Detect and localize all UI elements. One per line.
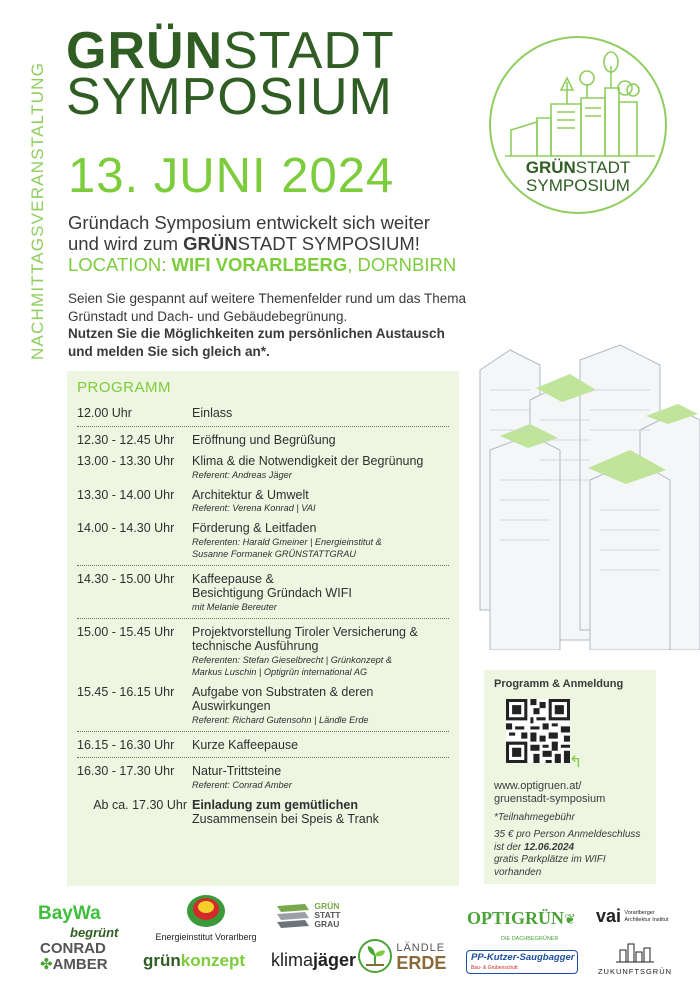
optigruen-sub: DIE DACHBEGRÜNER [501,936,559,942]
topic-text: Kurze Kaffeepause [192,737,299,752]
info-line2-pre: ist der [494,841,525,853]
program-row [77,484,449,518]
topic-text: Projektvorstellung Tiroler Versicherung & [192,624,418,639]
location-bold: WIFI VORARLBERG [171,254,348,275]
info-line4: vorhanden [494,866,542,878]
program-row [77,760,449,794]
intro-line2-post: STADT SYMPOSIUM! [237,233,420,254]
sprout-icon [357,938,393,974]
conrad-line2 [40,957,108,973]
registration-panel [484,670,656,884]
program-time: Ab ca. 17.30 Uhr [93,797,187,812]
divider [77,426,449,427]
program-time: 12.30 - 12.45 Uhr [77,432,175,447]
program-topic [192,572,352,613]
qr-code-icon[interactable] [506,699,570,763]
program-time: 16.15 - 16.30 Uhr [77,737,175,752]
intro-line2-bold: GRÜN [183,233,238,254]
energieinstitut-emblem-icon [185,893,227,929]
program-row [77,402,449,424]
location-pre: LOCATION: [68,254,172,275]
program-time: 14.30 - 15.00 Uhr [77,571,175,586]
program-time: 13.30 - 14.00 Uhr [77,487,175,502]
program-topic [192,433,336,448]
topic-text: Klima & die Notwendigkeit der Begrünung [192,454,424,468]
program-row [77,734,449,756]
description [68,290,478,360]
topic-text: Besichtigung Gründach WIFI [192,586,352,600]
program-row [77,429,449,451]
gruenstatt-line1: GRÜN [314,901,340,911]
conrad-amber-logo [40,941,108,973]
gruenkonzept-a: grün [143,951,181,970]
topic-text: Auswirkungen [192,699,271,713]
program-topic [192,521,382,560]
vai-sub1: Vorarlberger [624,909,655,916]
baywa-logo [38,903,118,940]
topic-text: Eröffnung und Begrüßung [192,432,336,447]
vai-text: vai [596,906,622,926]
topic-text: Einladung zum gemütlichen [192,797,358,812]
city-outline-icon [614,940,656,964]
klima-b: jäger [313,950,357,970]
speaker-text: Referenten: Stefan Gieselbrecht | Grünkonzept & [192,654,393,665]
speaker-text: Susanne Formanek GRÜNSTATTGRAU [192,548,357,559]
program-time: 12.00 Uhr [77,406,132,420]
energieinstitut-text: Energieinstitut Vorarlberg [155,932,257,942]
program-time: 16.30 - 17.30 Uhr [77,764,175,778]
klima-a: klima [271,950,314,970]
gruenkonzept-logo [143,951,245,971]
title-bold: GRÜN [66,22,224,80]
gruenstatt-line3: GRAU [314,919,340,929]
zukunftsgruen-text: ZUKUNFTSGRÜN [597,967,673,976]
url-line1[interactable]: www.optigruen.at/ [494,780,582,792]
desc-line3: Nutzen Sie die Möglichkeiten zum persönlichen Austausch [68,326,445,341]
gruenstatt-text [314,902,340,929]
program-row [77,794,449,830]
divider [77,565,449,566]
optigruen-text: OPTIGRÜN [467,908,565,928]
laendle-line2: ERDE [396,952,447,973]
program-row [77,517,449,563]
stacked-layers-icon [275,902,311,930]
registration-link[interactable] [494,780,646,806]
location-post: , DORNBIRN [347,254,457,275]
energieinstitut-logo [146,893,266,942]
program-time: 15.00 - 15.45 Uhr [77,624,175,639]
leaf-icon: ❦ [564,911,576,927]
baywa-sub: begrünt [70,925,119,940]
program-topic [192,406,232,421]
desc-line4: und melden Sie sich gleich an*. [68,343,270,359]
intro-line1: Gründach Symposium entwickelt sich weiter [68,212,430,233]
page-title [66,22,395,126]
symposium-logo [489,36,667,214]
laendle-line1: LÄNDLE [396,941,446,954]
klimajaeger-logo [271,950,356,971]
title-line2: SYMPOSIUM [66,68,393,126]
fee-info [494,829,646,879]
pp-kutzer-logo [466,950,578,974]
speaker-text: Referent: Richard Gutensohn | Ländle Erde [192,714,369,725]
info-line3: gratis Parkplätze im WIFI [494,854,606,865]
topic-text: Kaffeepause & [192,571,274,586]
speaker-text: Markus Luschin | Optigrün international AG [192,666,368,677]
vai-sub2: Architektur Institut [624,916,669,923]
intro-line2 [68,233,456,254]
gruenstattgrau-logo [275,902,340,930]
location-line [68,254,456,275]
maple-leaf-icon: ✤ [40,956,53,973]
speaker-text: Referenten: Harald Gmeiner | Energieinstitut & [192,536,382,547]
program-title: PROGRAMM [77,379,171,396]
topic-text: technische Ausführung [192,639,319,653]
divider [77,757,449,758]
arrow-icon: ↰ [569,754,583,771]
program-topic [192,454,423,481]
topic-text: Zusammensein bei Speis & Trank [192,812,379,826]
program-time: 13.00 - 13.30 Uhr [77,454,175,468]
gruenstatt-line2: STATT [314,910,341,920]
program-row [77,621,449,681]
program-time: 15.45 - 16.15 Uhr [77,684,175,699]
program-row [77,681,449,729]
program-time: 14.00 - 14.30 Uhr [77,521,175,535]
zukunftsgruen-logo [590,940,680,976]
program-row [77,568,449,616]
gruenkonzept-b: konzept [180,951,246,970]
topic-text: Förderung & Leitfaden [192,521,317,535]
speaker-text: Referent: Andreas Jäger [192,469,292,480]
program-topic [192,738,298,753]
laendle-erde-logo [357,938,446,974]
vertical-event-label: NACHMITTAGSVERANSTALTUNG [28,62,47,360]
topic-text: Einlass [192,406,233,420]
desc-line2: Grünstadt und Dach- und Gebäudebegrünung. [68,308,348,324]
program-row [77,450,449,484]
program-topic [192,764,292,791]
program-topic [192,798,379,827]
info-line1: 35 € pro Person Anmeldeschluss [494,829,641,840]
event-date: 13. JUNI 2024 [68,149,395,203]
conrad-line2-text: AMBER [52,956,108,973]
program-topic [192,488,316,515]
logo-bold: GRÜN [525,158,576,177]
optigruen-logo [467,908,576,943]
intro-line2-pre: und wird zum [68,233,184,254]
program-topic [192,625,418,678]
pp-text: PP-Kutzer-Saugbagger [471,952,575,963]
logo-thin: STADT [575,158,631,177]
topic-text: Architektur & Umwelt [192,487,309,502]
title-thin: STADT [223,22,395,80]
pp-sub: Bau- & Grubenschutt [471,965,518,971]
vai-sub [624,910,668,924]
laendle-text [396,940,446,973]
vai-logo [596,906,668,927]
url-line2[interactable]: gruenstadt-symposium [494,793,606,805]
divider [77,731,449,732]
fee-note: *Teilnahmegebühr [494,812,575,823]
speaker-text: Referent: Verena Konrad | VAI [192,503,316,513]
logo-line2: SYMPOSIUM [526,176,630,195]
program-topic [192,685,373,726]
topic-text: Natur-Trittsteine [192,764,282,778]
deadline-date: 12.06.2024 [524,841,575,853]
info-line2 [494,842,646,855]
speaker-text: Referent: Conrad Amber [192,779,292,790]
registration-heading: Programm & Anmeldung [494,678,624,690]
topic-text: Aufgabe von Substraten & deren [192,684,374,699]
logo-line1 [491,158,665,178]
divider [77,618,449,619]
program-panel [67,371,459,886]
city-sketch-illustration [470,310,700,650]
conrad-line1: CONRAD [40,940,106,957]
speaker-text: mit Melanie Bereuter [192,601,277,612]
intro-text [68,212,456,275]
baywa-text: BayWa [38,903,101,924]
desc-line1: Seien Sie gespannt auf weitere Themenfelder rund um das Thema [68,291,466,306]
